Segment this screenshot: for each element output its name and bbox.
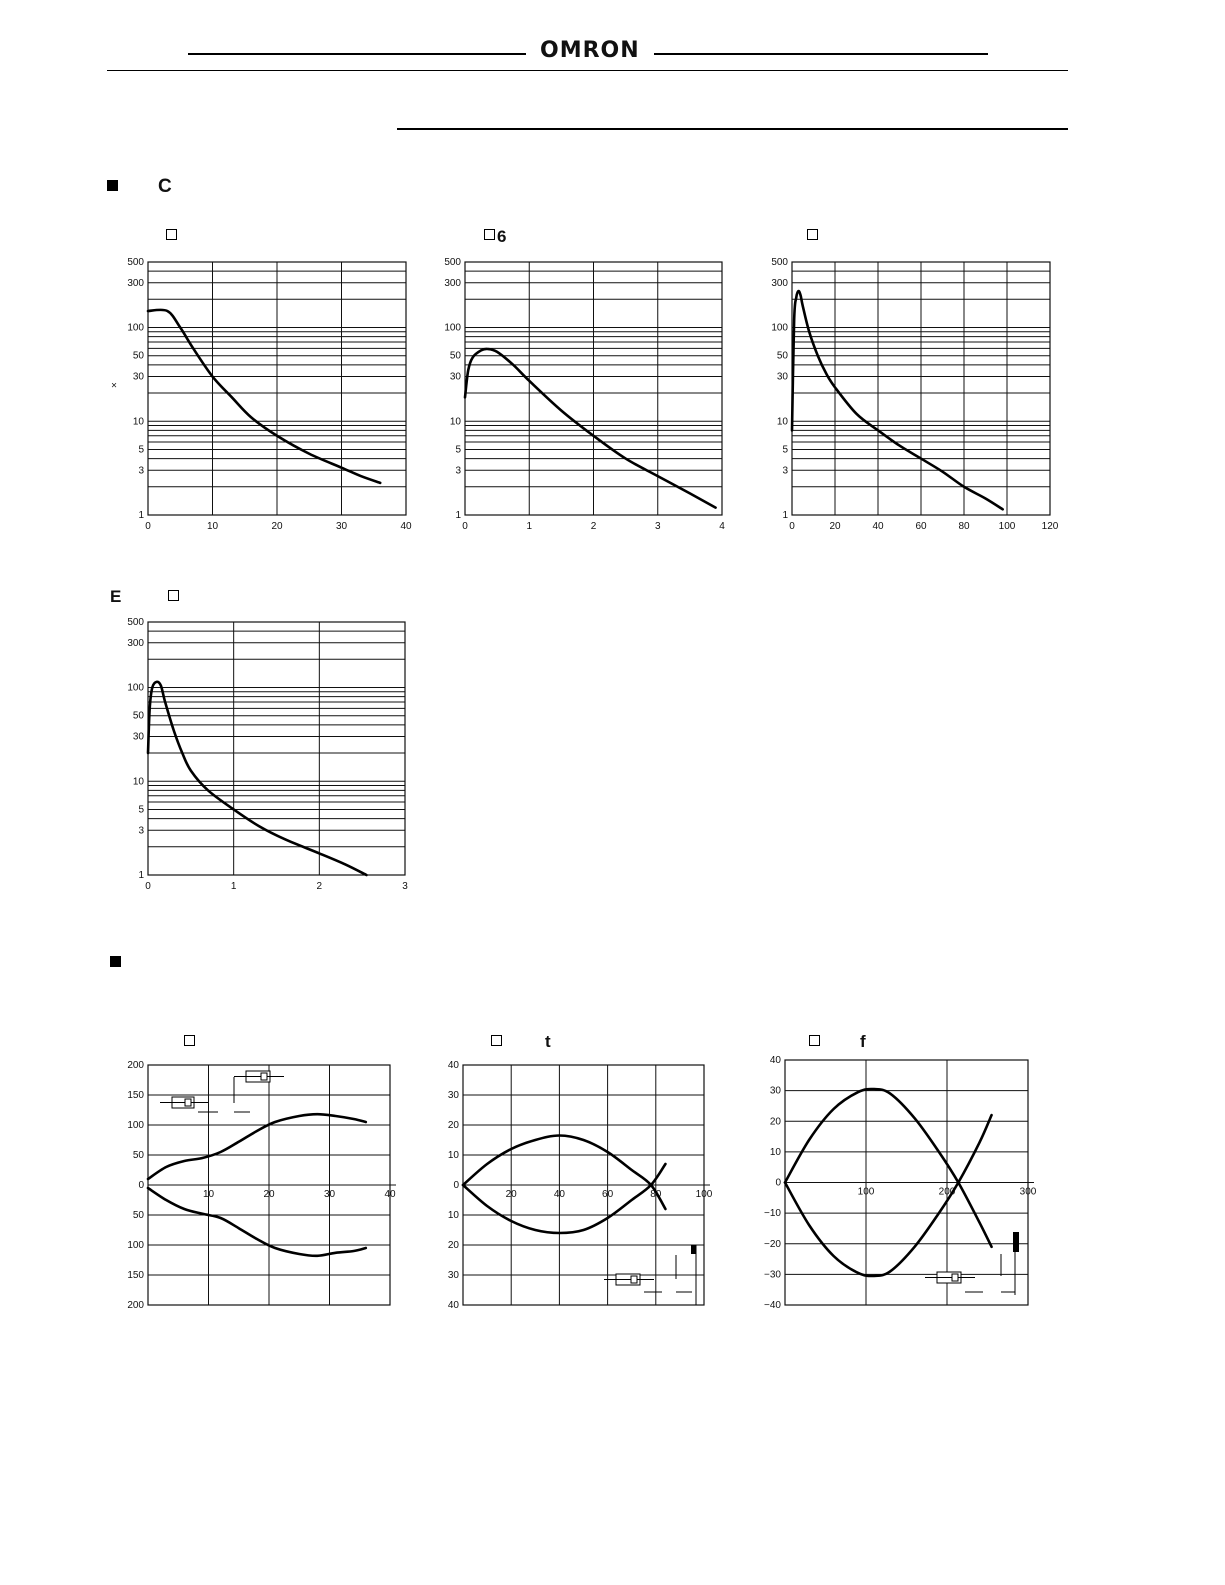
sensor-head-icon — [952, 1274, 958, 1281]
x-tick-label: 40 — [400, 521, 412, 532]
x-tick-label: 80 — [650, 1189, 662, 1200]
y-tick-label: 3 — [138, 465, 144, 477]
y-tick-label: −40 — [764, 1300, 781, 1311]
section-marker-icon — [107, 180, 118, 191]
x-tick-label: 3 — [654, 521, 661, 532]
y-tick-label: 0 — [775, 1177, 781, 1189]
y-tick-label: 20 — [447, 1120, 459, 1131]
y-tick-label: 50 — [132, 350, 144, 362]
y-tick-label: 1 — [138, 870, 144, 881]
x-tick-label: 3 — [402, 881, 408, 892]
y-tick-label: 30 — [132, 731, 144, 743]
y-tick-label: 3 — [782, 465, 788, 477]
chart-title-box-icon — [184, 1035, 195, 1046]
chart-4 — [100, 610, 420, 900]
y-tick-label: 50 — [132, 1210, 144, 1221]
section-title-rule — [397, 128, 1068, 130]
chart-title-box-icon — [168, 590, 179, 601]
y-tick-label: 3 — [455, 465, 461, 477]
target-icon — [691, 1245, 696, 1254]
y-tick-label: 30 — [776, 371, 788, 383]
chart-title-box-icon — [166, 229, 177, 240]
y-tick-label: 50 — [776, 350, 788, 362]
y-tick-label: 50 — [132, 710, 144, 722]
series-line — [785, 1115, 992, 1276]
y-tick-label: 100 — [127, 1240, 144, 1251]
y-tick-label: 100 — [127, 1120, 144, 1131]
y-tick-label: 20 — [769, 1116, 781, 1128]
chart-6 — [430, 1055, 720, 1320]
x-tick-label: 10 — [206, 521, 219, 532]
y-tick-label: 100 — [127, 322, 144, 334]
x-tick-label: 60 — [602, 1189, 614, 1200]
y-tick-label: 10 — [447, 1210, 459, 1221]
chart-title: 6 — [497, 227, 507, 246]
x-tick-label: 0 — [789, 521, 795, 532]
x-tick-label: 0 — [462, 521, 468, 532]
plot-frame — [148, 622, 405, 875]
y-tick-label: 0 — [453, 1180, 459, 1191]
chart-title: f — [860, 1032, 866, 1051]
x-tick-label: 4 — [719, 521, 725, 532]
y-tick-label: 300 — [444, 277, 461, 289]
y-tick-label: 40 — [447, 1300, 459, 1311]
chart-7 — [755, 1050, 1040, 1325]
y-tick-label: 40 — [447, 1060, 459, 1071]
x-tick-label: 30 — [323, 1189, 336, 1200]
series-line — [792, 291, 1003, 509]
x-tick-label: 30 — [335, 521, 348, 532]
y-tick-label: 300 — [127, 637, 144, 649]
header-rule-right — [654, 53, 988, 55]
x-tick-label: 2 — [316, 881, 323, 892]
x-tick-label: 20 — [263, 1189, 275, 1200]
chart-3 — [755, 250, 1065, 540]
series-line — [465, 349, 716, 508]
y-tick-label: 200 — [127, 1300, 144, 1311]
chart-5 — [100, 1055, 410, 1320]
y-tick-label: 1 — [455, 510, 461, 521]
series-line — [785, 1089, 992, 1247]
x-tick-label: 100 — [695, 1189, 713, 1200]
x-tick-label: 100 — [998, 521, 1016, 532]
y-axis-label: × — [111, 380, 117, 392]
series-line — [148, 1114, 366, 1179]
y-tick-label: 0 — [138, 1180, 144, 1191]
y-tick-label: 300 — [771, 277, 788, 289]
x-tick-label: 20 — [271, 521, 283, 532]
x-tick-label: 20 — [829, 521, 841, 532]
y-tick-label: 10 — [776, 416, 788, 428]
sensor-head-icon — [631, 1276, 637, 1283]
y-tick-label: 30 — [447, 1090, 459, 1101]
y-tick-label: 300 — [127, 277, 144, 289]
sensor-diagram-icon — [604, 1274, 654, 1285]
y-tick-label: 1 — [782, 510, 788, 521]
x-tick-label: 0 — [145, 881, 151, 892]
chart-title-box-icon — [484, 229, 495, 240]
y-tick-label: 5 — [455, 444, 461, 456]
y-tick-label: 200 — [127, 1060, 144, 1071]
x-tick-label: 60 — [915, 521, 927, 532]
y-tick-label: 500 — [444, 257, 461, 268]
series-line — [148, 682, 366, 875]
y-tick-label: 500 — [127, 617, 144, 628]
x-tick-label: 40 — [872, 521, 884, 532]
x-tick-label: 80 — [958, 521, 970, 532]
y-tick-label: 20 — [447, 1240, 459, 1251]
x-tick-label: 1 — [230, 881, 237, 892]
sensor-head-icon — [185, 1099, 191, 1106]
y-tick-label: 30 — [447, 1270, 459, 1281]
series-line — [148, 310, 380, 483]
chart-title-box-icon — [807, 229, 818, 240]
y-tick-label: 10 — [132, 776, 144, 788]
header-rule-left — [188, 53, 526, 55]
x-tick-label: 2 — [590, 521, 597, 532]
y-tick-label: 1 — [138, 510, 144, 521]
x-tick-label: 40 — [384, 1189, 396, 1200]
section-marker-icon — [110, 956, 121, 967]
x-tick-label: 20 — [505, 1189, 517, 1200]
x-tick-label: 100 — [857, 1186, 875, 1198]
x-tick-label: 10 — [202, 1189, 215, 1200]
sensor-diagram-icon — [234, 1071, 284, 1082]
x-tick-label: 40 — [553, 1189, 565, 1200]
chart-title: E — [110, 587, 122, 606]
y-tick-label: 30 — [132, 371, 144, 383]
y-tick-label: −30 — [764, 1269, 781, 1281]
y-tick-label: 100 — [127, 682, 144, 694]
x-tick-label: 120 — [1041, 521, 1059, 532]
y-tick-label: 30 — [449, 371, 461, 383]
y-tick-label: 50 — [132, 1150, 144, 1161]
y-tick-label: 500 — [771, 257, 788, 268]
x-tick-label: 0 — [145, 521, 151, 532]
sensor-head-icon — [261, 1073, 267, 1080]
y-tick-label: 10 — [447, 1150, 459, 1161]
target-icon — [1013, 1232, 1019, 1252]
x-tick-label: 200 — [938, 1186, 956, 1198]
sensor-diagram-icon — [160, 1097, 208, 1108]
y-tick-label: 5 — [138, 804, 144, 816]
y-tick-label: 10 — [449, 416, 461, 428]
y-tick-label: −10 — [764, 1208, 781, 1220]
y-tick-label: 500 — [127, 257, 144, 268]
y-tick-label: 3 — [138, 825, 144, 837]
y-tick-label: 150 — [127, 1090, 144, 1101]
chart-title: t — [545, 1032, 551, 1051]
y-tick-label: 150 — [127, 1270, 144, 1281]
y-tick-label: 100 — [444, 322, 461, 334]
chart-2 — [430, 250, 735, 540]
y-tick-label: 50 — [449, 350, 461, 362]
y-tick-label: 40 — [769, 1055, 781, 1066]
brand-logo: OMRON — [540, 38, 640, 63]
chart-title-box-icon — [809, 1035, 820, 1046]
y-tick-label: −20 — [764, 1238, 781, 1250]
y-tick-label: 100 — [771, 322, 788, 334]
chart-1 — [100, 250, 420, 540]
chart-title-box-icon — [491, 1035, 502, 1046]
y-tick-label: 30 — [769, 1085, 781, 1097]
x-tick-label: 300 — [1019, 1186, 1037, 1198]
y-tick-label: 10 — [132, 416, 144, 428]
sensor-diagram-icon — [925, 1272, 975, 1283]
x-tick-label: 1 — [526, 521, 533, 532]
y-tick-label: 10 — [769, 1146, 781, 1158]
y-tick-label: 5 — [138, 444, 144, 456]
y-tick-label: 5 — [782, 444, 788, 456]
header-divider — [107, 70, 1068, 71]
section-title: C — [158, 176, 172, 197]
